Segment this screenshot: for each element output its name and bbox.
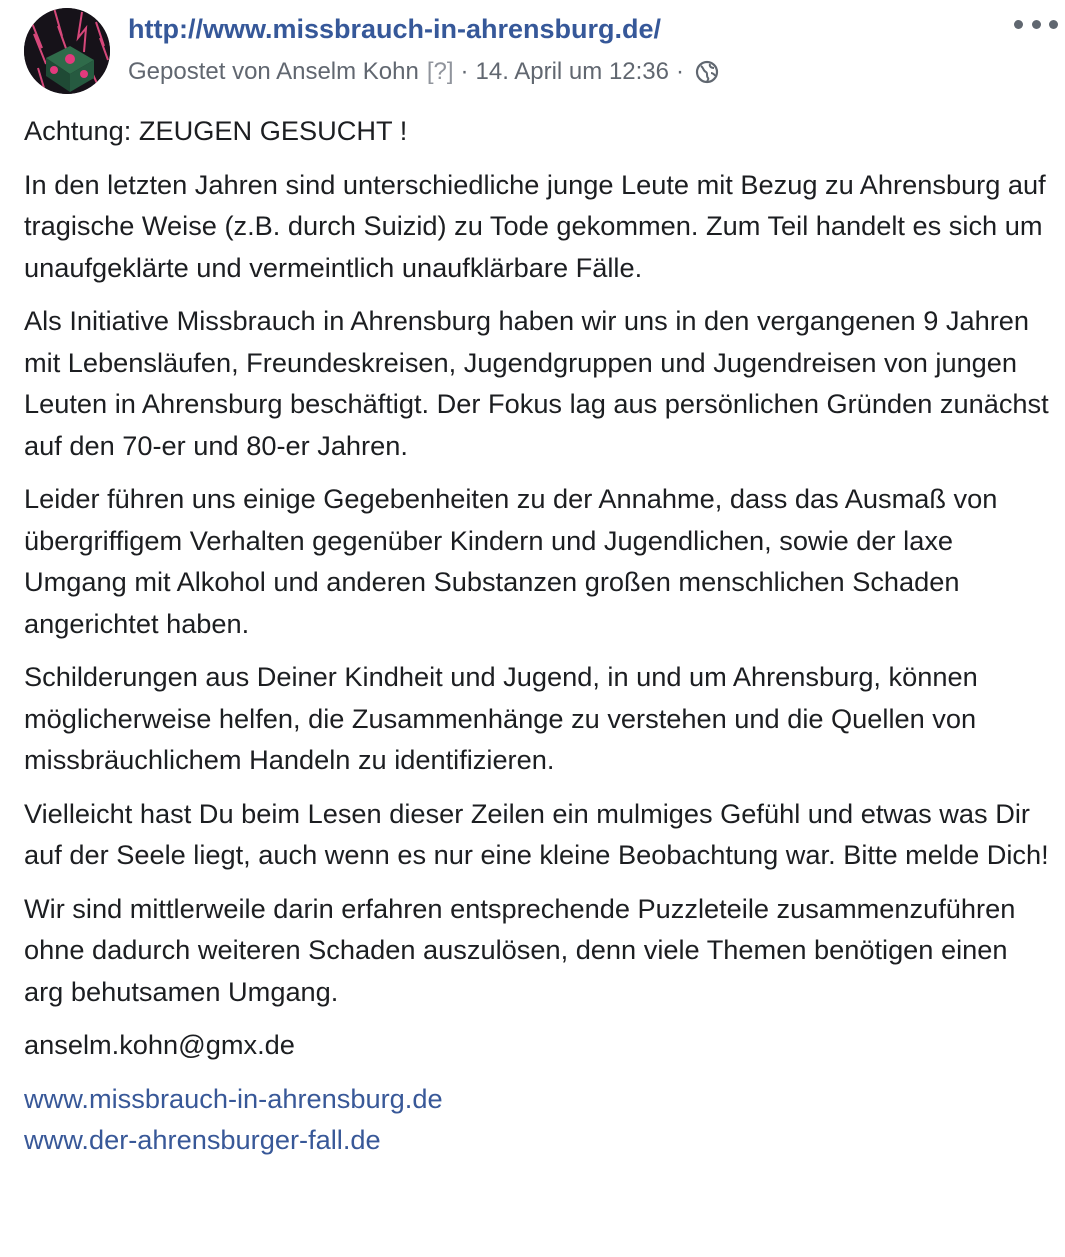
post-links	[24, 1078, 1054, 1161]
avatar-image	[24, 8, 110, 94]
dot	[1049, 20, 1058, 29]
post-meta	[128, 56, 719, 88]
globe-icon[interactable]	[695, 60, 719, 84]
post-timestamp[interactable]: 14. April um 12:36	[475, 58, 669, 85]
post-heading: Achtung: ZEUGEN GESUCHT !	[24, 115, 408, 146]
dot	[1032, 20, 1041, 29]
link-der-ahrensburger-fall[interactable]: www.der-ahrensburger-fall.de	[24, 1124, 381, 1155]
meta-separator: ·	[460, 58, 469, 85]
post-paragraph: Als Initiative Missbrauch in Ahrensburg haben wir uns in den vergangenen 9 Jahren mit Lebensläufen, Freundeskreisen, Jugendgruppen und Jugendreisen von jungen Leuten in Ahrensburg beschäftigt. Der Fokus lag aus persönlichen Gründen zunächst auf den 70-er und 80-er Jahren.	[24, 305, 1049, 461]
link-missbrauch-in-ahrensburg[interactable]: www.missbrauch-in-ahrensburg.de	[24, 1082, 443, 1114]
post-paragraph: Schilderungen aus Deiner Kindheit und Jugend, in und um Ahrensburg, können möglicherweise helfen, die Zusammenhänge zu verstehen und die Quellen von missbräuchlichem Handeln zu identifizieren.	[24, 661, 978, 775]
post-page-link[interactable]: http://www.missbrauch-in-ahrensburg.de/	[128, 14, 662, 44]
post-paragraph: Wir sind mittlerweile darin erfahren entsprechende Puzzleteile zusammenzuführen ohne dadurch weiteren Schaden auszulösen, denn viele Themen benötigen einen arg behutsamen Umgang.	[24, 892, 1016, 1007]
more-options-icon[interactable]	[1014, 12, 1058, 36]
post-body	[24, 110, 1054, 1173]
avatar[interactable]	[24, 8, 110, 94]
post-paragraph: In den letzten Jahren sind unterschiedliche junge Leute mit Bezug zu Ahrensburg auf tragische Weise (z.B. durch Suizid) zu Tode gekommen. Zum Teil handelt es sich um unaufgeklärte und vermeintlich unaufklärbare Fälle.	[24, 168, 1046, 283]
dot	[1014, 20, 1023, 29]
contact-email: anselm.kohn@gmx.de	[24, 1029, 295, 1060]
post-paragraph: Leider führen uns einige Gegebenheiten zu der Annahme, dass das Ausmaß von übergriffigem Verhalten gegenüber Kindern und Jugendlichen, sowie der laxe Umgang mit Alkohol und anderen Substanzen großen menschlichen Schaden angerichtet haben.	[24, 483, 998, 639]
post-paragraph: Vielleicht hast Du beim Lesen dieser Zeilen ein mulmiges Gefühl und etwas was Dir auf der Seele liegt, auch wenn es nur eine kleine Beobachtung war. Bitte melde Dich!	[24, 797, 1049, 870]
posted-by-text: Gepostet von Anselm Kohn	[128, 58, 419, 85]
help-marker[interactable]: [?]	[426, 58, 454, 85]
meta-separator: ·	[676, 58, 684, 85]
